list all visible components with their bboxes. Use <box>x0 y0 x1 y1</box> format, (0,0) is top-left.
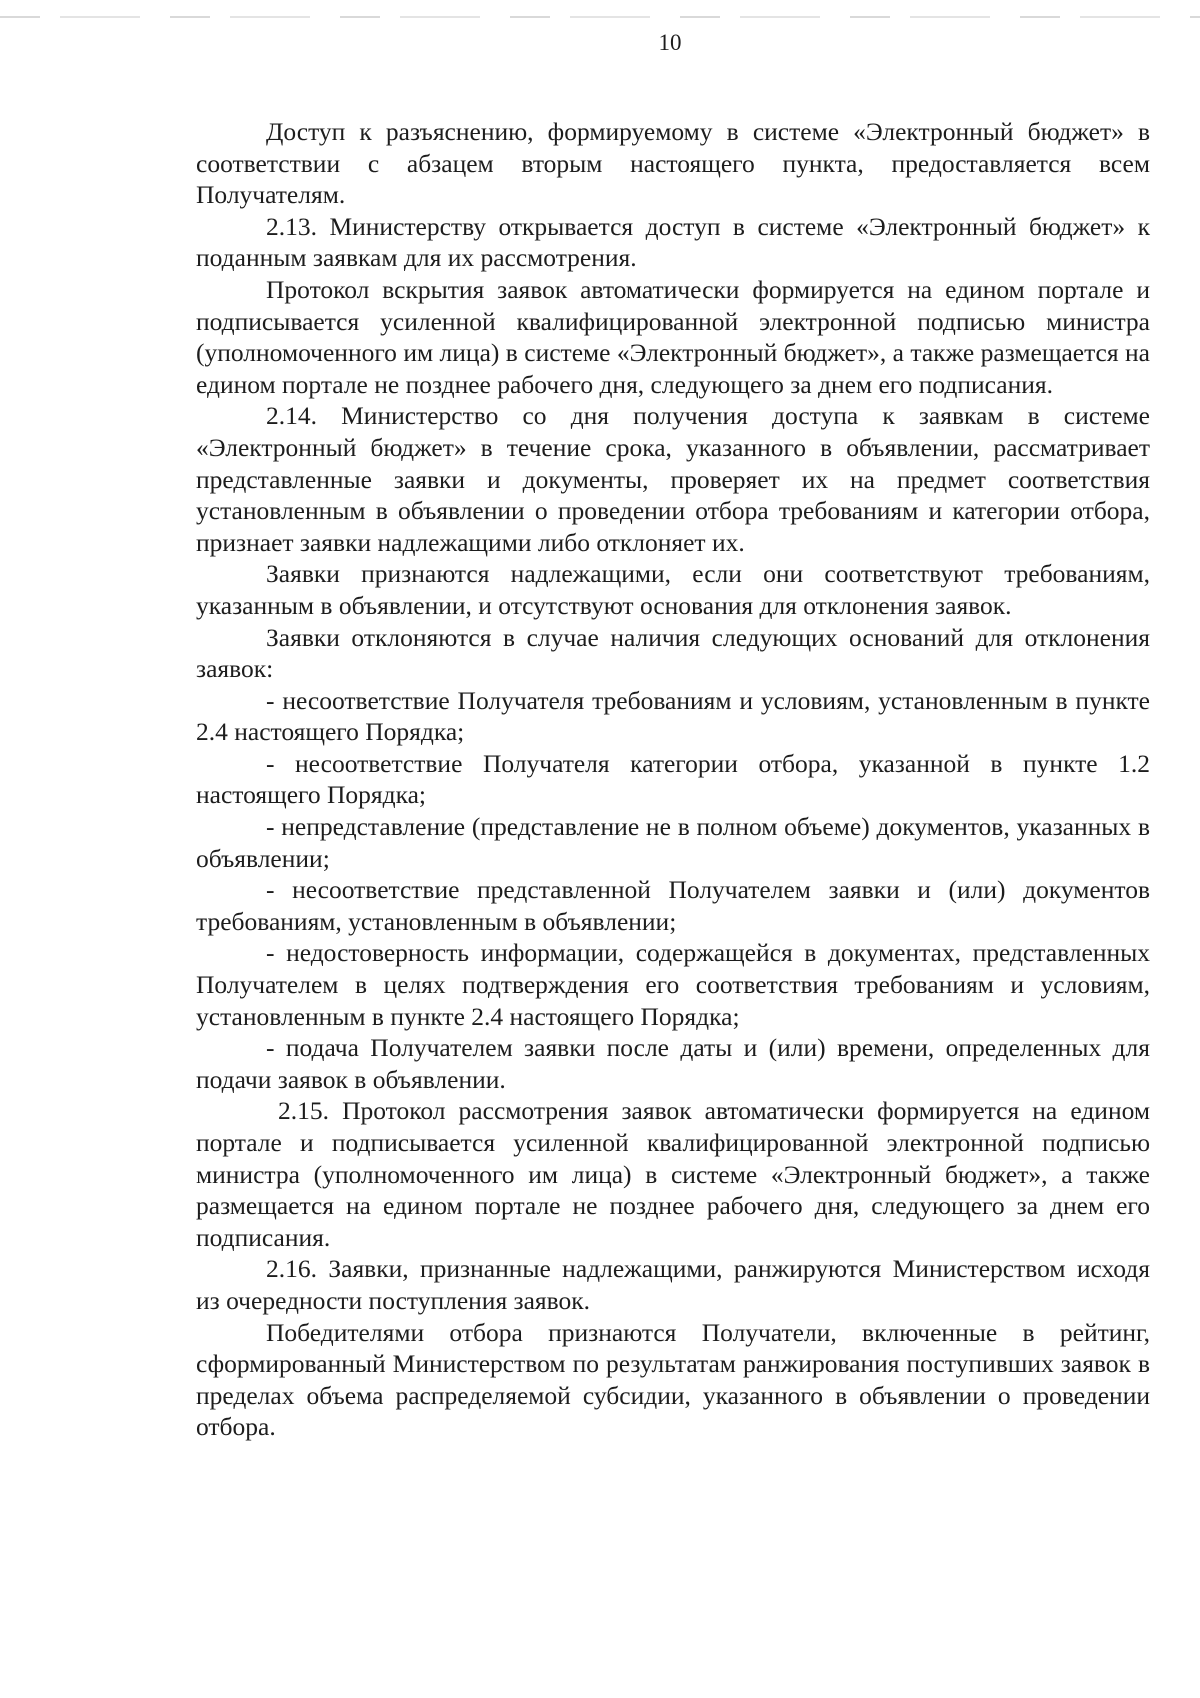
scan-edge-line <box>0 16 1200 18</box>
list-item-unreliable-information: - недостоверность информации, содержащейся в документах, представленных Получателем в целях подтверждения его соответствия требованиям и условиям, установленным в пункте 2.4 настоящего Порядка; <box>196 938 1150 1031</box>
list-item-missing-documents: - непредставление (представление не в полном объеме) документов, указанных в объявлении; <box>196 812 1150 873</box>
list-item-requirements-mismatch: - несоответствие Получателя требованиям и условиям, установленным в пункте 2.4 настоящего Порядка; <box>196 685 1150 747</box>
list-item-category-mismatch: - несоответствие Получателя категории отбора, указанной в пункте 1.2 настоящего Порядка; <box>196 748 1150 810</box>
paragraph-winners: Победителями отбора признаются Получатели, включенные в рейтинг, сформированный Министерством по результатам ранжирования поступивших заявок в пределах объема распределяемой субсидии, указанного в объявлении о проведении отбора. <box>196 1317 1150 1442</box>
paragraph-rejection-grounds: Заявки отклоняются в случае наличия следующих оснований для отклонения заявок: <box>196 622 1150 684</box>
page-number: 10 <box>658 30 682 55</box>
document-body <box>196 116 1150 1443</box>
paragraph-opening-protocol: Протокол вскрытия заявок автоматически формируется на едином портале и подписывается усиленной квалифицированной электронной подписью министра (уполномоченного им лица) в системе «Электронный бюджет», а также размещается на едином портале не позднее рабочего дня, следующего за днем его подписания. <box>196 274 1150 399</box>
paragraph-access-clarification: Доступ к разъяснению, формируемому в системе «Электронный бюджет» в соответствии с абзацем вторым настоящего пункта, предоставляется всем Получателям. <box>196 117 1150 210</box>
paragraph-proper-applications: Заявки признаются надлежащими, если они соответствуют требованиям, указанным в объявлении, и отсутствуют основания для отклонения заявок. <box>196 559 1150 620</box>
paragraph-2-16: 2.16. Заявки, признанные надлежащими, ранжируются Министерством исходя из очередности поступления заявок. <box>196 1254 1150 1315</box>
paragraph-2-13: 2.13. Министерству открывается доступ в системе «Электронный бюджет» к поданным заявкам для их рассмотрения. <box>196 211 1150 273</box>
paragraph-2-14: 2.14. Министерство со дня получения доступа к заявкам в системе «Электронный бюджет» в течение срока, указанного в объявлении, рассматривает представленные заявки и документы, проверяет их на предмет соответствия установленным в объявлении о проведении отбора требованиям и категории отбора, признает заявки надлежащими либо отклоняет их. <box>196 401 1150 557</box>
paragraph-2-15: 2.15. Протокол рассмотрения заявок автоматически формируется на едином портале и подписывается усиленной квалифицированной электронной подписью министра (уполномоченного им лица) в системе «Электронный бюджет», а также размещается на едином портале не позднее рабочего дня, следующего за днем его подписания. <box>196 1096 1150 1252</box>
list-item-late-submission: - подача Получателем заявки после даты и (или) времени, определенных для подачи заявок в объявлении. <box>196 1033 1150 1094</box>
list-item-documents-mismatch: - несоответствие представленной Получателем заявки и (или) документов требованиям, установленным в объявлении; <box>196 875 1150 936</box>
